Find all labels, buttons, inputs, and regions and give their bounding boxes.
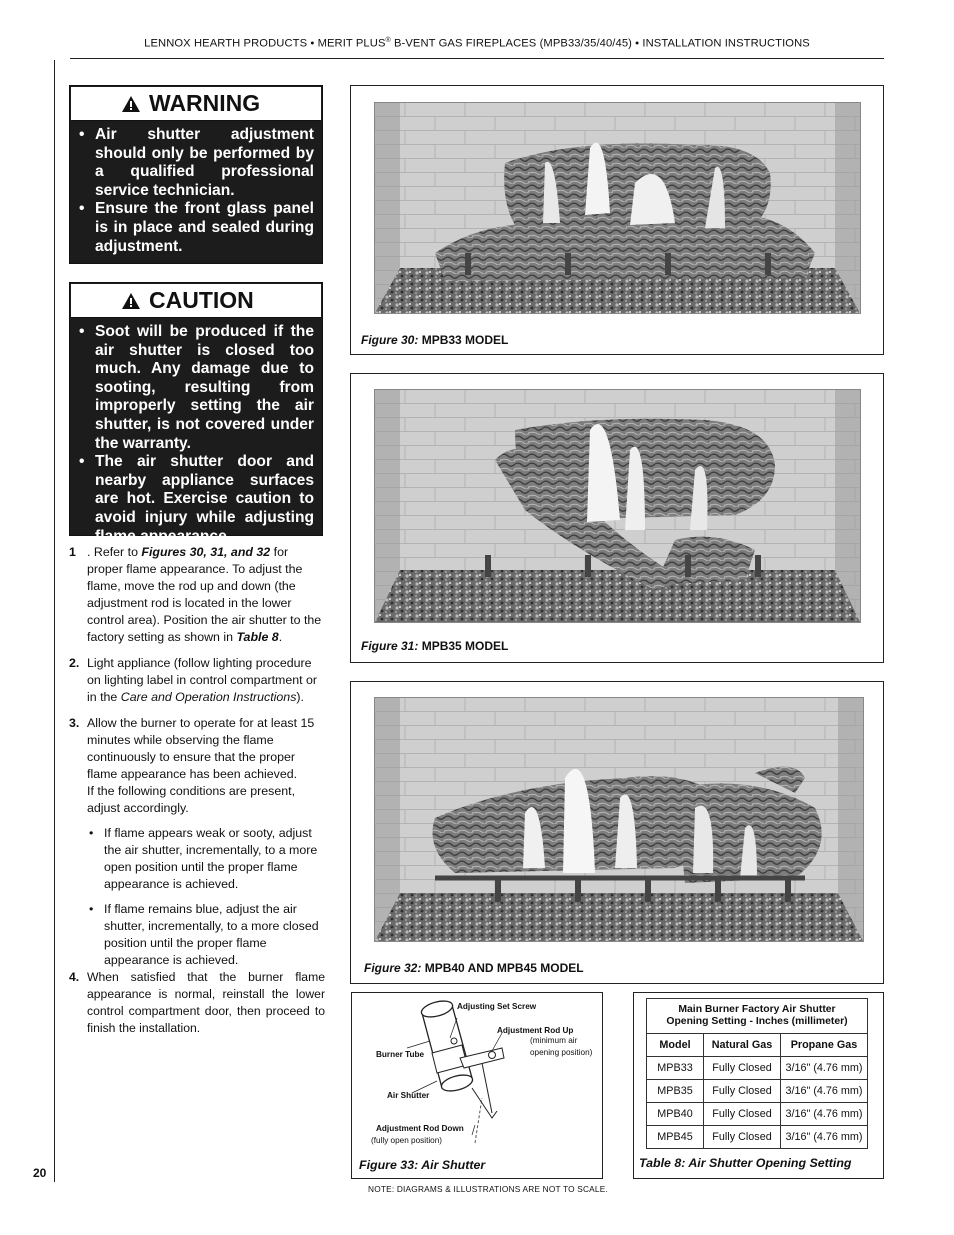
table-row xyxy=(647,1057,868,1080)
header-suffix: B-VENT GAS FIREPLACES (MPB33/35/40/45) • INSTALLATION INSTRUCTIONS xyxy=(390,37,810,50)
caution-header xyxy=(71,284,321,318)
step-2 xyxy=(69,655,325,706)
table-cell: MPB40 xyxy=(647,1103,704,1126)
warning-item: • Air shutter adjustment should only be performed by a qualified professional service technician. xyxy=(76,126,314,200)
table-row xyxy=(647,1080,868,1103)
fireplace-photo-mpb33 xyxy=(374,102,861,314)
caution-box xyxy=(69,282,323,545)
warning-list xyxy=(70,122,322,262)
table-title-line: Opening Setting - Inches (millimeter) xyxy=(666,1016,848,1027)
label-adjustment-rod-up: Adjustment Rod Up xyxy=(497,1026,574,1035)
step-text: for proper flame appearance. To adjust the flame, move the rod up and down (the adjustment rod is located in the lower control area). Position the air shutter to the factory setting as shown in xyxy=(87,545,322,644)
table-title-row xyxy=(647,999,868,1034)
document-reference: Care and Operation Instructions xyxy=(120,690,297,704)
figure-reference: Figures 30, 31, and 32 xyxy=(141,545,271,559)
warning-item: • Ensure the front glass panel is in place and sealed during adjustment. xyxy=(76,200,314,256)
table-cell: Fully Closed xyxy=(704,1126,781,1149)
label-air-shutter: Air Shutter xyxy=(387,1091,430,1100)
warning-triangle-icon xyxy=(121,95,141,113)
label-minimum-air: (minimum air xyxy=(530,1036,578,1045)
table-cell: MPB35 xyxy=(647,1080,704,1103)
step-3-bullet: • If flame appears weak or sooty, adjust the air shutter, incrementally, to a more open position until the proper flame appearance is achieved. xyxy=(87,825,325,893)
table-cell: 3/16" (4.76 mm) xyxy=(781,1103,868,1126)
page-number: 20 xyxy=(33,1166,47,1180)
table-title xyxy=(647,999,868,1034)
warning-header xyxy=(71,87,321,121)
figure-label: Figure 30: xyxy=(361,333,419,347)
column-header: Model xyxy=(647,1034,704,1057)
step-text: If the following conditions are present, adjust accordingly. xyxy=(87,784,296,815)
running-header xyxy=(70,37,884,51)
header-rule xyxy=(70,58,884,59)
label-opening-position: opening position) xyxy=(530,1048,593,1057)
label-adjusting-set-screw: Adjusting Set Screw xyxy=(457,1002,537,1011)
step-3 xyxy=(69,715,325,817)
table-cell: Fully Closed xyxy=(704,1103,781,1126)
label-adjustment-rod-down: Adjustment Rod Down xyxy=(376,1124,464,1133)
figure-32-caption xyxy=(364,961,584,975)
figure-30-frame xyxy=(350,85,884,355)
step-number: 1 xyxy=(69,545,76,559)
step-text: Allow the burner to operate for at least 15 minutes while observing the flame continuously to ensure that the proper flame appearance has been achieved. xyxy=(87,716,315,781)
step-text: . Refer to xyxy=(87,545,142,559)
figure-label: Figure 31: xyxy=(361,639,419,653)
caution-list xyxy=(70,319,322,552)
step-3-bullet: • If flame remains blue, adjust the air shutter, incrementally, to a more closed position until the proper flame appearance is achieved. xyxy=(87,901,325,969)
registered-mark: ® xyxy=(385,37,391,44)
warning-title: WARNING xyxy=(149,90,261,116)
caution-item: • Soot will be produced if the air shutter is closed too much. Any damage due to sooting, resulting from improperly setting the air shutter, is not covered under the warranty. xyxy=(76,323,314,453)
figure-title: MPB33 MODEL xyxy=(418,333,509,347)
table-cell: Fully Closed xyxy=(704,1057,781,1080)
step-number: 4. xyxy=(69,970,80,984)
table-row xyxy=(647,1126,868,1149)
step-text: When satisfied that the burner flame appearance is normal, reinstall the lower control compartment door, then proceed to finish the installation. xyxy=(87,970,325,1035)
column-header: Propane Gas xyxy=(781,1034,868,1057)
scale-note: NOTE: DIAGRAMS & ILLUSTRATIONS ARE NOT TO SCALE. xyxy=(368,1184,608,1194)
caution-title: CAUTION xyxy=(149,287,254,313)
air-shutter-table xyxy=(646,998,868,1149)
figure-label: Figure 32: xyxy=(364,961,422,975)
table-cell: 3/16" (4.76 mm) xyxy=(781,1080,868,1103)
label-fully-open-position: (fully open position) xyxy=(371,1136,442,1145)
table-reference: Table 8 xyxy=(236,630,279,644)
caution-item: • The air shutter door and nearby appliance surfaces are hot. Exercise caution to avoid injury while adjusting flame appearance. xyxy=(76,453,314,546)
fireplace-photo-mpb40-mpb45 xyxy=(374,697,864,942)
table-title-line: Main Burner Factory Air Shutter xyxy=(678,1004,836,1015)
label-burner-tube: Burner Tube xyxy=(376,1050,425,1059)
warning-triangle-icon xyxy=(121,292,141,310)
header-prefix: LENNOX HEARTH PRODUCTS • MERIT PLUS xyxy=(144,37,386,50)
table-8-caption: Table 8: Air Shutter Opening Setting xyxy=(639,1156,852,1170)
air-shutter-diagram xyxy=(352,993,602,1178)
margin-rule xyxy=(54,60,55,1182)
figure-33-caption: Figure 33: Air Shutter xyxy=(359,1158,486,1172)
warning-box xyxy=(69,85,323,264)
table-cell: MPB45 xyxy=(647,1126,704,1149)
step-1 xyxy=(69,544,325,646)
table-cell: 3/16" (4.76 mm) xyxy=(781,1057,868,1080)
figure-title: MPB40 AND MPB45 MODEL xyxy=(421,961,584,975)
step-4 xyxy=(69,969,325,1037)
figure-33-frame xyxy=(351,992,603,1179)
figure-32-frame xyxy=(350,681,884,984)
column-header: Natural Gas xyxy=(704,1034,781,1057)
figure-31-frame xyxy=(350,373,884,663)
table-row xyxy=(647,1103,868,1126)
fireplace-photo-mpb35 xyxy=(374,389,861,623)
table-header-row xyxy=(647,1034,868,1057)
step-number: 3. xyxy=(69,716,80,730)
table-cell: MPB33 xyxy=(647,1057,704,1080)
step-text: ). xyxy=(296,690,304,704)
step-text: . xyxy=(278,630,283,644)
figure-30-caption xyxy=(361,333,508,347)
table-cell: 3/16" (4.76 mm) xyxy=(781,1126,868,1149)
figure-31-caption xyxy=(361,639,508,653)
step-number: 2. xyxy=(69,656,80,670)
instruction-steps xyxy=(69,544,325,1046)
figure-title: MPB35 MODEL xyxy=(418,639,509,653)
step-text: Light appliance (follow lighting procedure on lighting label in control compartment or in the xyxy=(87,656,318,704)
table-cell: Fully Closed xyxy=(704,1080,781,1103)
